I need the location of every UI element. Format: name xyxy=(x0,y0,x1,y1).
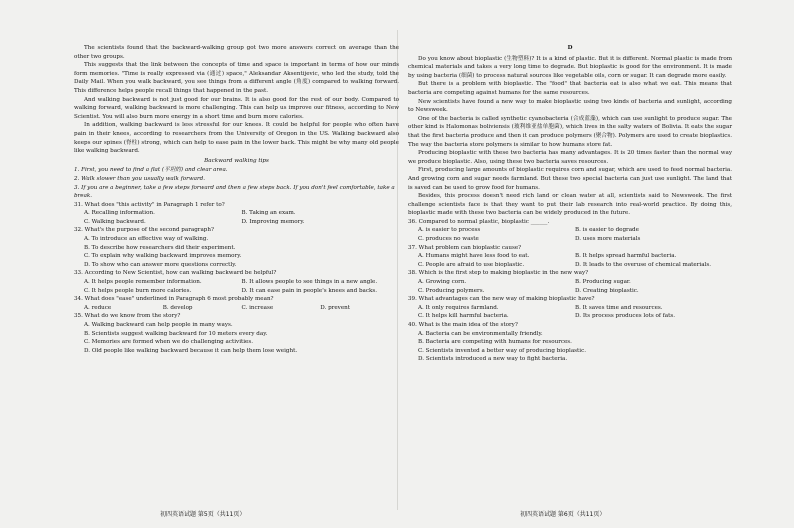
answer-option: B. It allows people to see things in a new angle. xyxy=(241,279,378,286)
answer-option: A. Bacteria can be environmentally friendly. xyxy=(418,330,543,337)
answer-option: A. Walking backward can help people in many ways. xyxy=(84,322,233,328)
question-stem: 39. What advantages can the new way of making bioplastic have? xyxy=(408,296,595,303)
answer-option: B. is easier to degrade xyxy=(575,227,639,234)
answer-options xyxy=(418,252,732,269)
paragraph: And walking backward is not just good for our brains. It is also good for the rest of our body. Compared to walking forward, walking backward is more challenging. This can help us improve our fitness, according to New Scientist. You will also burn more energy in a short time and burn more calories. xyxy=(74,96,399,120)
answer-options xyxy=(84,209,399,226)
tips-title: Backward walking tips xyxy=(204,157,269,164)
answer-option: C. To explain why walking backward improves memory. xyxy=(84,253,242,260)
answer-option: D. Old people like walking backward because it can help them lose weight. xyxy=(84,347,298,354)
question-stem: 36. Compared to normal plastic, bioplastic ______. xyxy=(408,218,550,225)
paragraph: Do you know about bioplastic (生物塑料)? It is a kind of plastic. But it is different. Normal plastic is made from chemical materials and takes a very long time to degrade. But bioplastic is good for the environment. It is made by using bacteria (细菌) to process natural sources like vegetable oils, corn or sugar. It can degrade more easily. xyxy=(408,55,732,79)
right-page xyxy=(408,44,732,364)
answer-option: A. Growing corn. xyxy=(418,279,467,286)
paragraph: This suggests that the link between the concepts of time and space is important in terms of how our minds form memories. "Time is really expressed via (通过) space," Aleksandar Aksentijevic, who led the study, told the Daily Mail. When you walk backward, you see things from a different angle (角度) compared to walking forward. This difference helps people recall things that happened in the past. xyxy=(74,62,399,94)
question-stem: 38. Which is the first step to making bioplastic in the new way? xyxy=(408,270,589,277)
question-stem: 37. What problem can bioplastic cause? xyxy=(408,244,522,251)
paragraph: Besides, this process doesn't need rich land or clean water at all, scientists said to Newsweek. The first challenge scientists face is that they want to put their lab research into real-world practice. By doing this, bioplastic made with these two bacteria can be widely produced in the future. xyxy=(408,193,732,217)
passage-heading: D xyxy=(567,45,573,51)
answer-option: D. uses more materials xyxy=(575,236,641,243)
answer-option: D. To show who can answer more questions correctly. xyxy=(84,261,237,268)
paragraph: One of the bacteria is called synthetic cyanobacteria (合成蓝藻), which can use sunlight to produce sugar. The other kind is Halomonas boliviensis (玻利维亚盐单胞菌), which lives in the salty waters of Bolivia. It eats the sugar that the first bacteria produce and then it can produce polymers (聚合物). Polymers are used to create bioplastics. The way the bacteria store polymers is similar to how humans store fat. xyxy=(408,115,732,148)
answer-option: D. It leads to the overuse of chemical materials. xyxy=(575,261,711,268)
answer-option: A. It only requires farmland. xyxy=(418,304,499,311)
tip-item: 2. Walk slower than you usually walk forward. xyxy=(74,175,205,182)
answer-option: D. Its process produces lots of fats. xyxy=(575,313,676,320)
question-stem: 34. What does "ease" underlined in Paragraph 6 most probably mean? xyxy=(74,296,274,303)
answer-option: B. Producing sugar. xyxy=(575,279,631,286)
answer-option: B. Scientists suggest walking backward for 10 meters every day. xyxy=(84,330,268,337)
answer-option: C. Producing polymers. xyxy=(418,287,485,294)
answer-option: D. It can ease pain in people's knees and backs. xyxy=(241,287,378,294)
answer-options xyxy=(84,304,399,313)
answer-option: A. To introduce an effective way of walking. xyxy=(84,236,209,243)
answer-option: D. prevent xyxy=(320,304,350,311)
answer-option: C. increase xyxy=(241,304,274,311)
answer-option: C. It helps people burn more calories. xyxy=(84,287,192,294)
answer-options xyxy=(84,278,399,295)
page-footer: 初四英语试题 第6页（共11页） xyxy=(520,511,606,518)
left-questions xyxy=(74,201,399,356)
paragraph: First, producing large amounts of bioplastic requires corn and sugar, which are used to feed normal bacteria. And growing corn and sugar needs farmland. But these two special bacteria can just use sunlight. The land that is saved can be used to grow food for humans. xyxy=(408,167,732,191)
answer-options xyxy=(418,304,732,321)
answer-option: C. produces no waste xyxy=(418,236,479,243)
answer-option: B. To describe how researchers did their experiment. xyxy=(84,244,236,251)
tip-item: 3. If you are a beginner, take a few steps forward and then a few steps back. If you don't feel comfortable, take a break. xyxy=(74,184,395,200)
answer-option: A. is easier to process xyxy=(418,227,481,234)
answer-option: C. Walking backward. xyxy=(84,218,146,225)
answer-option: A. Humans might have less food to eat. xyxy=(418,253,530,260)
paragraph: Producing bioplastic with these two bacteria has many advantages. It is 20 times faster than the normal way we produce bioplastic. Also, using these two bacteria saves resources. xyxy=(408,150,732,165)
answer-option: B. Bacteria are competing with humans for resources. xyxy=(418,339,572,346)
answer-option: B. It saves time and resources. xyxy=(575,304,663,311)
question-stem: 33. According to New Scientist, how can walking backward be helpful? xyxy=(74,270,277,277)
answer-option: C. Memories are formed when we do challenging activities. xyxy=(84,339,253,346)
paragraph: But there is a problem with bioplastic. The "food" that bacteria eat is also what we eat. This means that bacteria are competing against humans for the same resources. xyxy=(408,81,732,96)
answer-option: C. Scientists invented a better way of producing bioplastic. xyxy=(418,347,586,354)
question-stem: 40. What is the main idea of the story? xyxy=(408,322,518,328)
answer-option: A. It helps people remember information. xyxy=(84,279,202,286)
answer-option: A. reduce xyxy=(84,304,112,311)
answer-option: B. develop xyxy=(162,304,193,311)
answer-options xyxy=(418,278,732,295)
right-questions xyxy=(408,218,732,364)
answer-option: A. Recalling information. xyxy=(84,210,155,217)
question-stem: 31. What does "this activity" in Paragraph 1 refer to? xyxy=(74,201,225,208)
answer-option: D. Improving memory. xyxy=(241,218,305,225)
left-page xyxy=(74,44,399,355)
answer-option: B. Taking an exam. xyxy=(241,210,296,217)
paragraph: The scientists found that the backward-walking group got two more answers correct on average than the other two groups. xyxy=(74,45,399,60)
answer-option: B. It helps spread harmful bacteria. xyxy=(575,253,677,260)
paragraph: In addition, walking backward is less stressful for our knees. It could be helpful for people who often have pain in their knees, according to researchers from the University of Oregon in the US. Walking backward also keeps our spines (脊柱) strong, which can help to ease pain in the lower back. This might be why many old people like walking backward. xyxy=(74,122,399,155)
answer-option: D. Creating bioplastic. xyxy=(575,287,639,294)
page-footer: 初四英语试题 第5页（共11页） xyxy=(160,511,246,518)
question-stem: 35. What do we know from the story? xyxy=(74,313,181,320)
tip-item: 1. First, you need to find a flat (平坦的) and clear area. xyxy=(74,167,228,174)
answer-option: C. It helps kill harmful bacteria. xyxy=(418,313,509,320)
answer-option: C. People are afraid to use bioplastic. xyxy=(418,261,525,268)
question-stem: 32. What's the purpose of the second paragraph? xyxy=(74,227,214,234)
answer-option: D. Scientists introduced a new way to fight bacteria. xyxy=(418,356,568,363)
paragraph: New scientists have found a new way to make bioplastic using two kinds of bacteria and sunlight, according to Newsweek. xyxy=(408,98,732,114)
answer-options xyxy=(418,226,732,243)
